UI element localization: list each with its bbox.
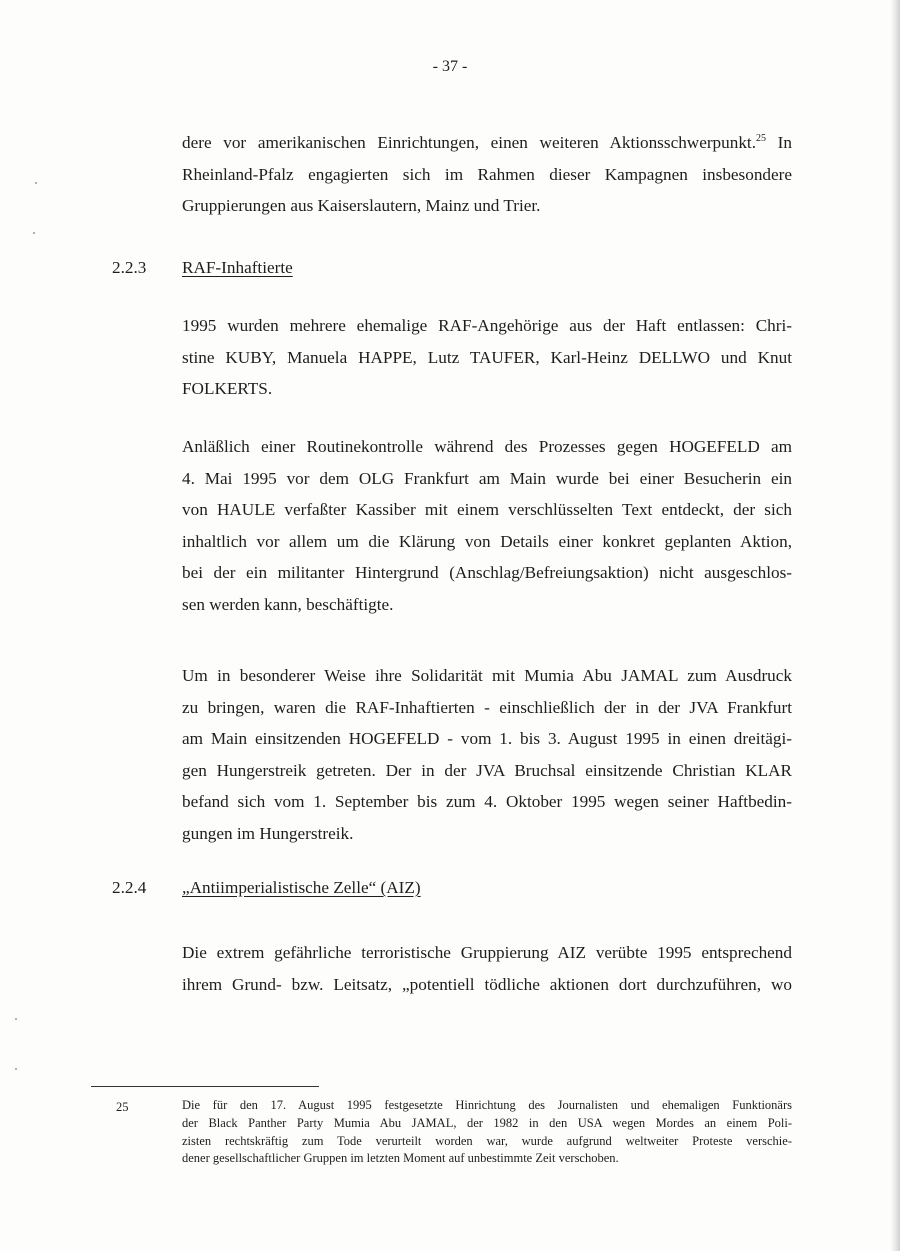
text-line: am Main einsitzenden HOGEFELD - vom 1. bis 3. August 1995 in einen dreitägi- — [182, 729, 792, 748]
scan-speck — [35, 182, 37, 184]
footnote-line: zisten rechtskräftig zum Tode verurteilt worden war, wurde aufgrund weltweiter Proteste verschie- — [182, 1133, 792, 1148]
text-line: Die extrem gefährliche terroristische Gruppierung AIZ verübte 1995 entsprechend — [182, 943, 792, 962]
paragraph-hungerstreik — [182, 660, 792, 849]
text-line: Gruppierungen aus Kaiserslautern, Mainz und Trier. — [182, 196, 541, 215]
paragraph-releases — [182, 310, 792, 405]
text-line-tail: In — [766, 133, 792, 152]
paragraph-aiz — [182, 937, 792, 1000]
text-line: von HAULE verfaßter Kassiber mit einem verschlüsselten Text entdeckt, der sich — [182, 500, 792, 519]
text-line: 1995 wurden mehrere ehemalige RAF-Angehörige aus der Haft entlassen: Chri- — [182, 316, 792, 335]
footnote-line: der Black Panther Party Mumia Abu JAMAL, der 1982 in den USA wegen Mordes an einem Poli- — [182, 1115, 792, 1130]
paragraph-kassiber — [182, 431, 792, 620]
footnote-number: 25 — [116, 1100, 129, 1114]
scan-speck — [15, 1068, 17, 1070]
section-title-aiz: „Antiimperialistische Zelle“ (AIZ) — [182, 878, 421, 897]
text-line: gen Hungerstreik getreten. Der in der JVA Bruchsal einsitzende Christian KLAR — [182, 760, 792, 780]
text-line: ihrem Grund- bzw. Leitsatz, „potentiell tödliche aktionen dort durchzuführen, wo — [182, 974, 792, 994]
text-line — [182, 127, 792, 159]
scan-speck — [33, 232, 35, 234]
text-line: Anläßlich einer Routinekontrolle während des Prozesses gegen HOGEFELD am — [182, 437, 792, 456]
text-line-content: dere vor amerikanischen Einrichtungen, einen weiteren Aktionsschwerpunkt. — [182, 133, 756, 152]
section-title-raf-inhaftierte: RAF-Inhaftierte — [182, 258, 293, 277]
footnote-text — [182, 1097, 792, 1168]
text-line: sen werden kann, beschäftigte. — [182, 594, 394, 614]
page-number: - 37 - — [432, 58, 468, 75]
section-number-2-2-4: 2.2.4 — [112, 878, 147, 897]
footnote-line: dener gesellschaftlicher Gruppen im letzten Moment auf unbestimmte Zeit verschoben. — [182, 1151, 619, 1166]
text-line: Um in besonderer Weise ihre Solidarität mit Mumia Abu JAMAL zum Ausdruck — [182, 666, 792, 685]
text-line: Rheinland-Pfalz engagierten sich im Rahmen dieser Kampagnen insbesondere — [182, 164, 792, 184]
text-line: zu bringen, waren die RAF-Inhaftierten - einschließlich der in der JVA Frankfurt — [182, 697, 792, 717]
scan-speck — [15, 1018, 17, 1020]
paragraph-intro — [182, 127, 792, 222]
text-line: befand sich vom 1. September bis zum 4. Oktober 1995 wegen seiner Haftbedin- — [182, 792, 792, 811]
text-line: 4. Mai 1995 vor dem OLG Frankfurt am Main wurde bei einer Besucherin ein — [182, 468, 792, 488]
text-line: inhaltlich vor allem um die Klärung von Details einer konkret geplanten Aktion, — [182, 531, 792, 551]
footnote-separator — [91, 1086, 319, 1087]
section-number-2-2-3: 2.2.3 — [112, 258, 147, 277]
text-line: bei der ein militanter Hintergrund (Anschlag/Befreiungsaktion) nicht ausgeschlos- — [182, 563, 792, 582]
footnote-line: Die für den 17. August 1995 festgesetzte Hinrichtung des Journalisten und ehemaligen Funktionärs — [182, 1098, 792, 1112]
text-line: FOLKERTS. — [182, 379, 273, 398]
text-line: gungen im Hungerstreik. — [182, 823, 354, 843]
footnote-reference[interactable]: 25 — [756, 133, 766, 144]
page-edge-shadow — [890, 0, 900, 1251]
text-line: stine KUBY, Manuela HAPPE, Lutz TAUFER, Karl-Heinz DELLWO und Knut — [182, 347, 792, 367]
